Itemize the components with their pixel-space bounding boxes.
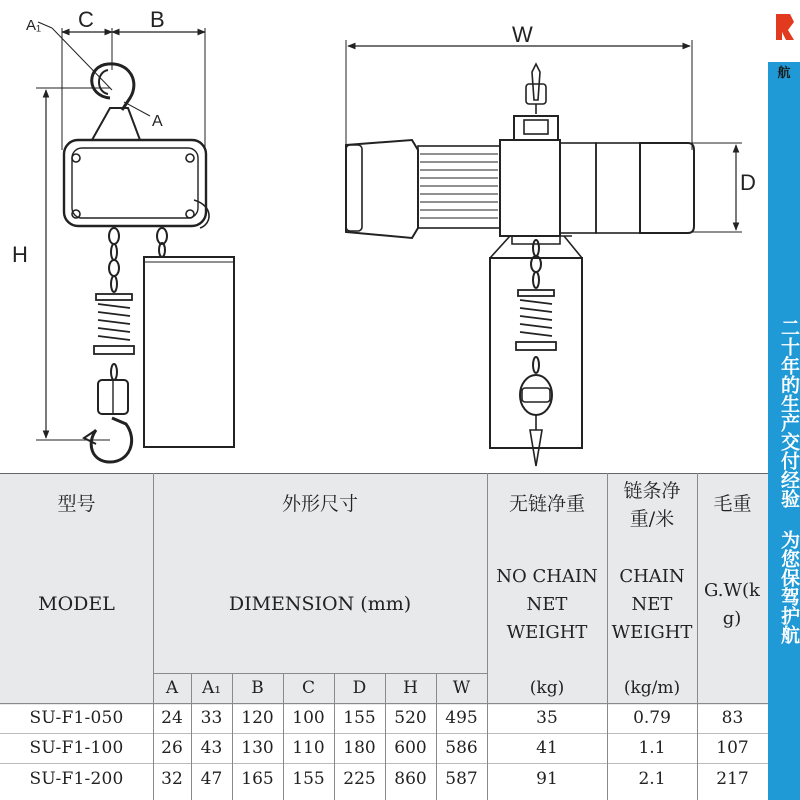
dim-col-d: D	[352, 678, 367, 698]
row-2-chain: 1.1	[638, 738, 666, 758]
row-2-h: 600	[394, 738, 427, 758]
row-1-a: 24	[161, 708, 183, 728]
header-gross-cn: 毛重	[713, 492, 752, 515]
row-2-w: 586	[445, 738, 478, 758]
row-2-c: 110	[292, 738, 325, 758]
dim-label-c: C	[78, 7, 94, 32]
front-view	[346, 40, 742, 466]
row-2-a: 26	[161, 738, 183, 758]
row-3-no-chain: 91	[536, 769, 558, 789]
dim-col-c: C	[301, 678, 315, 698]
dim-label-b: B	[150, 7, 165, 32]
row-1-d: 155	[343, 708, 376, 728]
dim-col-a: A	[165, 678, 179, 698]
row-3-w: 587	[445, 769, 478, 789]
header-dimension-cn: 外形尺寸	[281, 492, 358, 515]
dim-label-a: A	[152, 113, 163, 130]
row-2-gw: 107	[716, 738, 749, 758]
dim-label-d: D	[740, 170, 756, 195]
header-dimension-en: DIMENSION (mm)	[228, 593, 412, 615]
dim-col-w: W	[452, 678, 471, 698]
row-1-chain: 0.79	[633, 708, 671, 728]
dim-label-w: W	[512, 22, 533, 47]
row-1-model: SU-F1-050	[29, 708, 124, 728]
row-3-model: SU-F1-200	[29, 769, 124, 789]
row-1-b: 120	[241, 708, 274, 728]
header-model-cn: 型号	[57, 492, 96, 515]
row-2-no-chain: 41	[536, 738, 558, 758]
row-3-a: 32	[161, 769, 183, 789]
row-1-w: 495	[445, 708, 478, 728]
dim-label-h: H	[12, 242, 28, 267]
logo-icon	[768, 0, 800, 62]
row-3-a1: 47	[200, 769, 223, 789]
side-view	[36, 22, 234, 462]
header-no-chain-cn: 无链净重	[508, 492, 585, 515]
row-1-c: 100	[292, 708, 325, 728]
dim-label-a1: A₁	[26, 17, 42, 34]
row-3-b: 165	[241, 769, 274, 789]
row-2-b: 130	[241, 738, 274, 758]
row-3-d: 225	[343, 769, 376, 789]
row-2-model: SU-F1-100	[29, 738, 124, 758]
row-3-chain: 2.1	[638, 769, 666, 789]
spec-table	[0, 473, 768, 800]
slogan-text: 二十年的生产交付经验 为您保驾护航	[778, 318, 800, 644]
header-model-en: MODEL	[38, 593, 115, 615]
header-chain-unit: (kg/m)	[623, 678, 681, 698]
header-chain-cn: 链条净重/米	[623, 480, 681, 530]
brand-sidebar	[768, 0, 800, 800]
header-no-chain-en: NO CHAIN NET WEIGHT	[496, 566, 598, 643]
row-1-no-chain: 35	[536, 708, 558, 728]
logo-text: 航	[777, 66, 791, 81]
row-1-a1: 33	[200, 708, 223, 728]
header-chain-en: CHAIN NET WEIGHT	[611, 566, 693, 643]
header-gross-en: G.W(kg)	[704, 580, 760, 629]
row-2-d: 180	[343, 738, 376, 758]
row-3-gw: 217	[716, 769, 749, 789]
row-3-c: 155	[292, 769, 325, 789]
row-3-h: 860	[394, 769, 427, 789]
row-1-gw: 83	[721, 708, 744, 728]
dim-col-a1: A₁	[201, 678, 222, 698]
dim-col-b: B	[251, 678, 264, 698]
row-1-h: 520	[394, 708, 427, 728]
row-2-a1: 43	[200, 738, 223, 758]
header-no-chain-unit: (kg)	[529, 678, 565, 698]
dim-col-h: H	[403, 678, 418, 698]
